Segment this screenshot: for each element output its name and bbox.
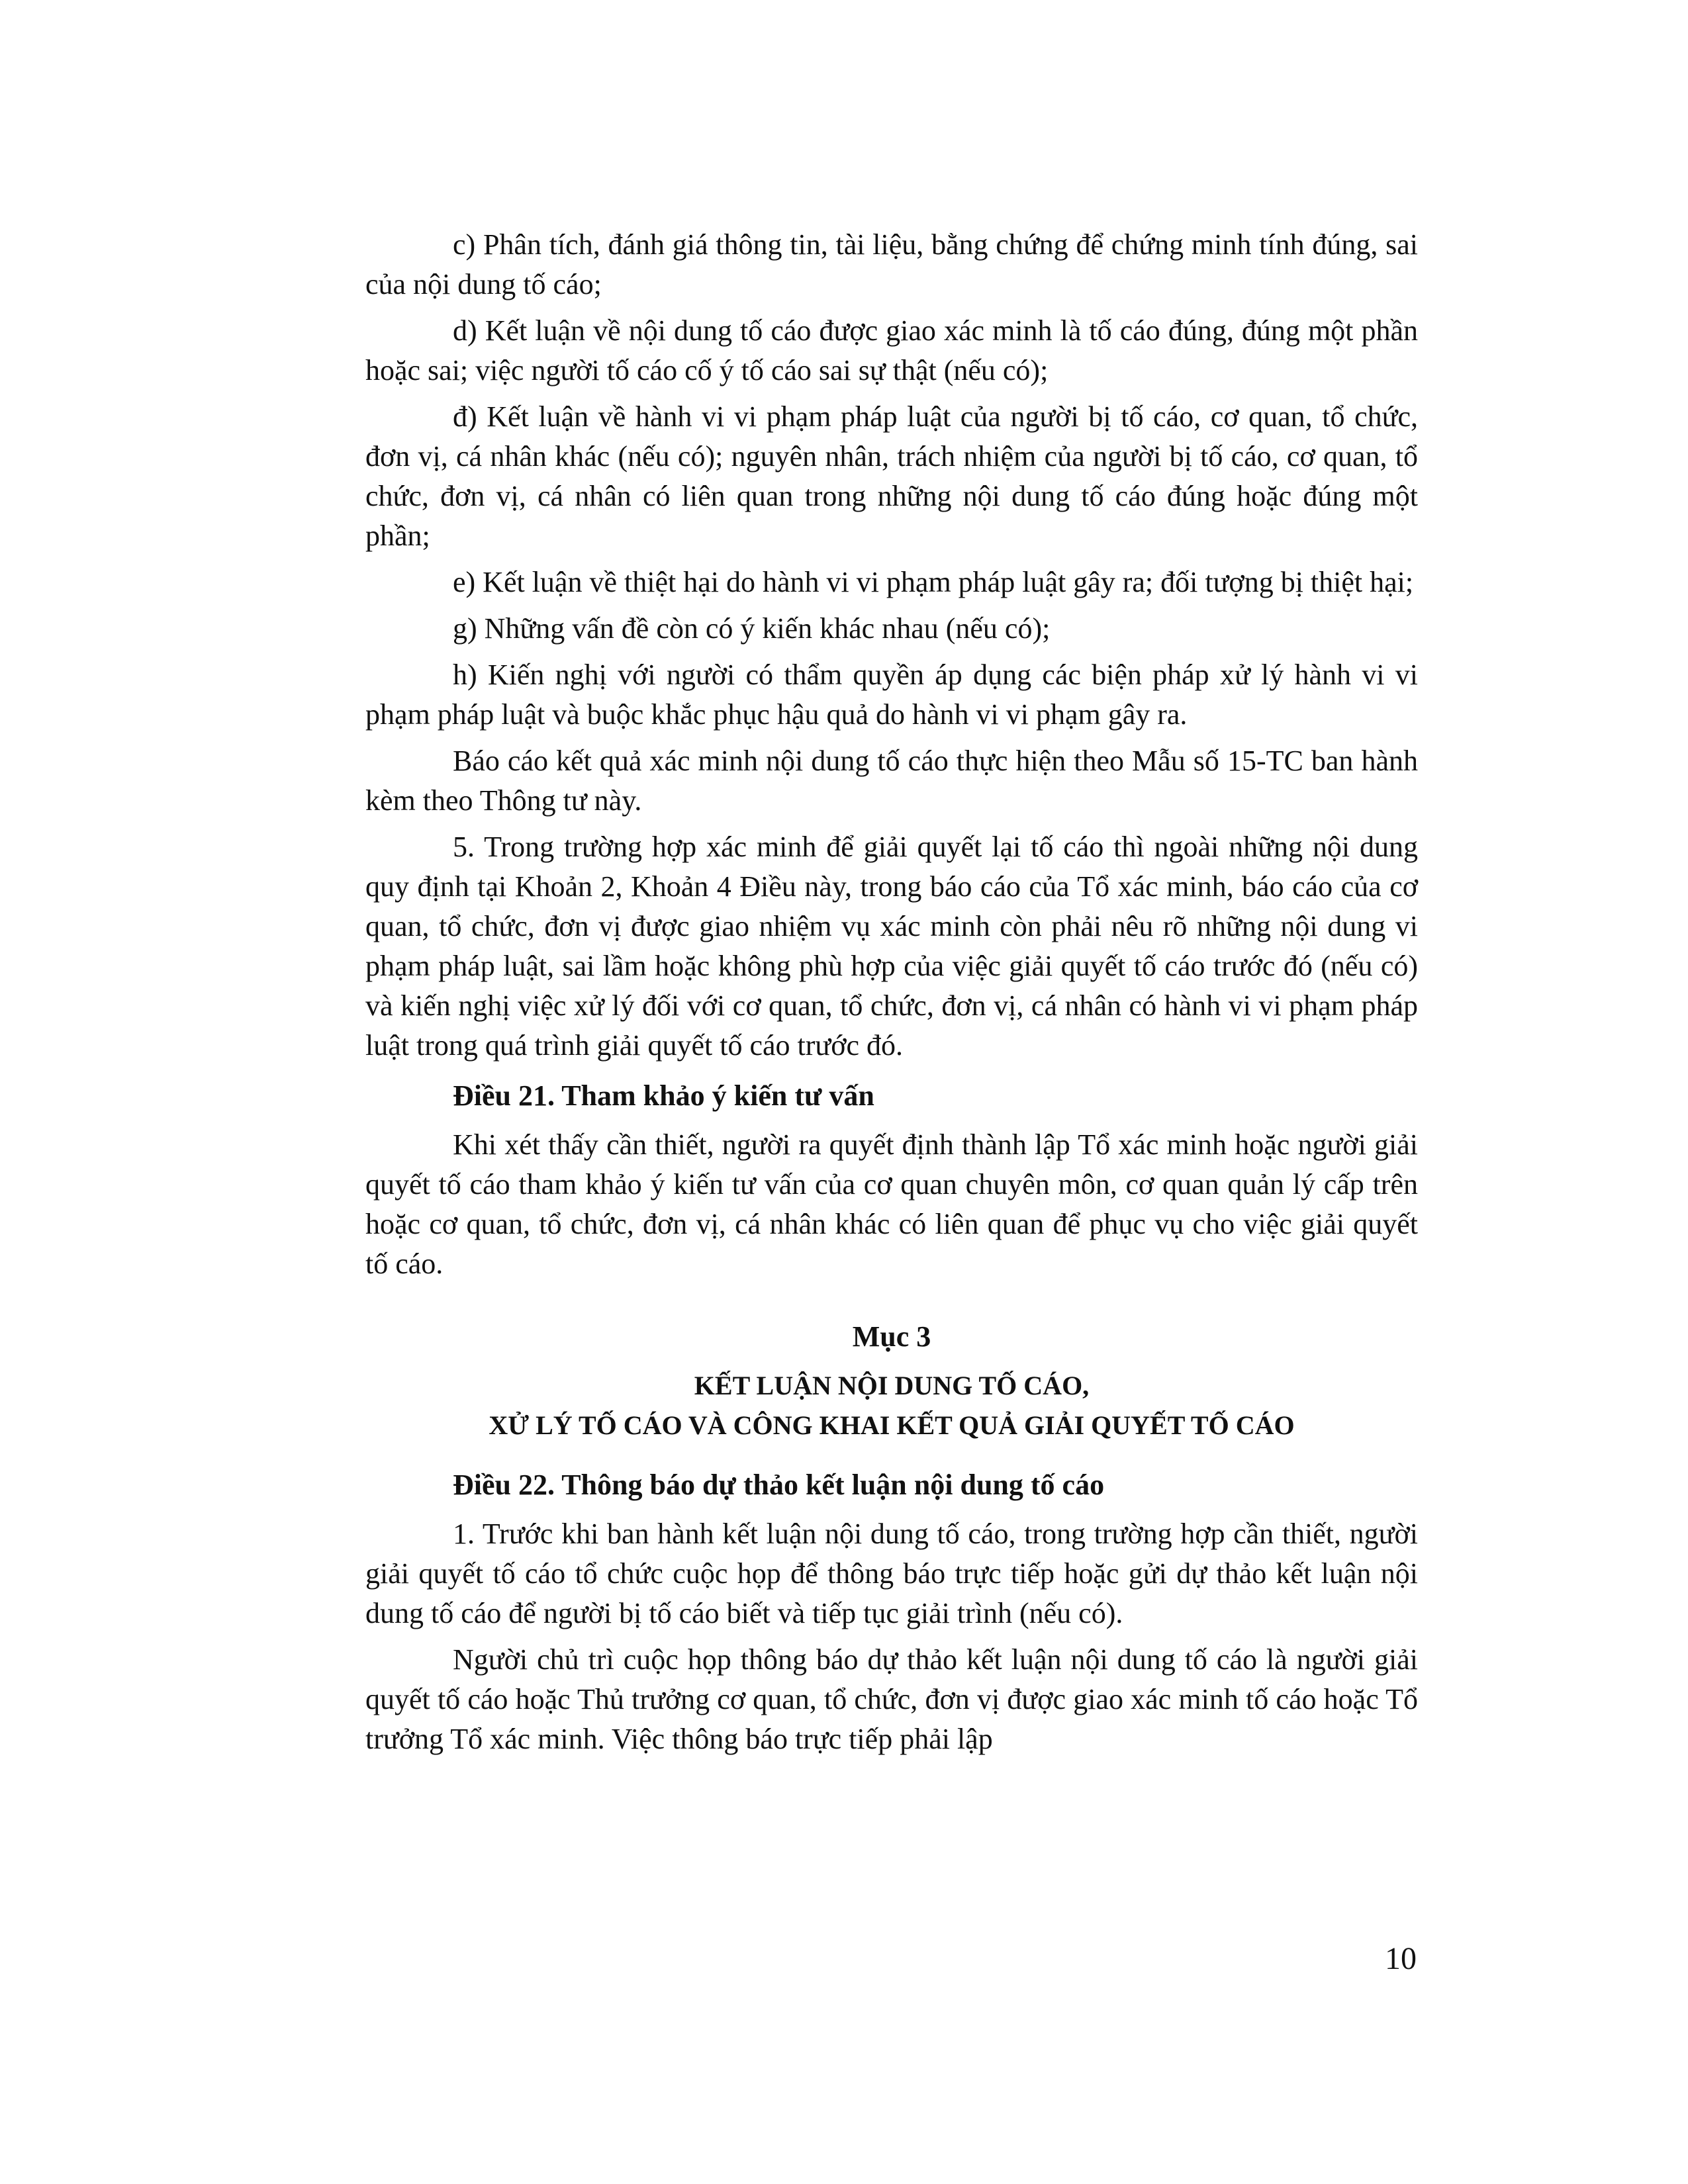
paragraph-item-c: c) Phân tích, đánh giá thông tin, tài liệu, bằng chứng để chứng minh tính đúng, sai của nội dung tố cáo; [365, 228, 1418, 300]
section-title-line-2: XỬ LÝ TỐ CÁO VÀ CÔNG KHAI KẾT QUẢ GIẢI QUYẾT TỐ CÁO [489, 1410, 1295, 1440]
document-body [365, 225, 1418, 1766]
paragraph-item-e: e) Kết luận về thiệt hại do hành vi vi phạm pháp luật gây ra; đối tượng bị thiệt hại; [453, 566, 1414, 598]
article-22-paragraph-2: Người chủ trì cuộc họp thông báo dự thảo kết luận nội dung tố cáo là người giải quyết tố cáo hoặc Thủ trưởng cơ quan, tổ chức, đơn vị được giao xác minh tố cáo hoặc Tổ trưởng Tổ xác minh. Việc thông báo trực tiếp phải lập [365, 1643, 1418, 1755]
paragraph-clause-5: 5. Trong trường hợp xác minh để giải quyết lại tố cáo thì ngoài những nội dung quy định tại Khoản 2, Khoản 4 Điều này, trong báo cáo của Tổ xác minh, báo cáo của cơ quan, tổ chức, đơn vị được giao nhiệm vụ xác minh còn phải nêu rõ những nội dung vi phạm pháp luật, sai lầm hoặc không phù hợp của việc giải quyết tố cáo trước đó (nếu có) và kiến nghị việc xử lý đối với cơ quan, tổ chức, đơn vị, cá nhân có hành vi vi phạm pháp luật trong quá trình giải quyết tố cáo trước đó. [365, 831, 1418, 1062]
section-title-line-1: KẾT LUẬN NỘI DUNG TỐ CÁO, [694, 1371, 1090, 1400]
page-number: 10 [1385, 1941, 1417, 1976]
article-22-clause-1: 1. Trước khi ban hành kết luận nội dung tố cáo, trong trường hợp cần thiết, người giải quyết tố cáo tổ chức cuộc họp để thông báo trực tiếp hoặc gửi dự thảo kết luận nội dung tố cáo để người bị tố cáo biết và tiếp tục giải trình (nếu có). [365, 1518, 1418, 1629]
paragraph-item-h: h) Kiến nghị với người có thẩm quyền áp dụng các biện pháp xử lý hành vi vi phạm pháp luật và buộc khắc phục hậu quả do hành vi vi phạm gây ra. [365, 659, 1418, 731]
article-22-heading: Điều 22. Thông báo dự thảo kết luận nội dung tố cáo [453, 1469, 1105, 1501]
paragraph-item-g: g) Những vấn đề còn có ý kiến khác nhau (nếu có); [453, 612, 1051, 645]
paragraph-report-form: Báo cáo kết quả xác minh nội dung tố cáo thực hiện theo Mẫu số 15-TC ban hành kèm theo Thông tư này. [365, 745, 1418, 817]
section-number: Mục 3 [852, 1320, 931, 1353]
paragraph-item-dd: đ) Kết luận về hành vi vi phạm pháp luật của người bị tố cáo, cơ quan, tổ chức, đơn vị, cá nhân khác (nếu có); nguyên nhân, trách nhiệm của người bị tố cáo, cơ quan, tổ chức, đơn vị, cá nhân có liên quan trong những nội dung tố cáo đúng hoặc đúng một phần; [365, 400, 1418, 552]
article-21-body: Khi xét thấy cần thiết, người ra quyết định thành lập Tổ xác minh hoặc người giải quyết tố cáo tham khảo ý kiến tư vấn của cơ quan chuyên môn, cơ quan quản lý cấp trên hoặc cơ quan, tổ chức, đơn vị, cá nhân khác có liên quan để phục vụ cho việc giải quyết tố cáo. [365, 1128, 1418, 1280]
paragraph-item-d: d) Kết luận về nội dung tố cáo được giao xác minh là tố cáo đúng, đúng một phần hoặc sai; việc người tố cáo cố ý tố cáo sai sự thật (nếu có); [365, 314, 1418, 387]
article-21-heading: Điều 21. Tham khảo ý kiến tư vấn [453, 1079, 874, 1112]
section-3-header [365, 1317, 1418, 1445]
